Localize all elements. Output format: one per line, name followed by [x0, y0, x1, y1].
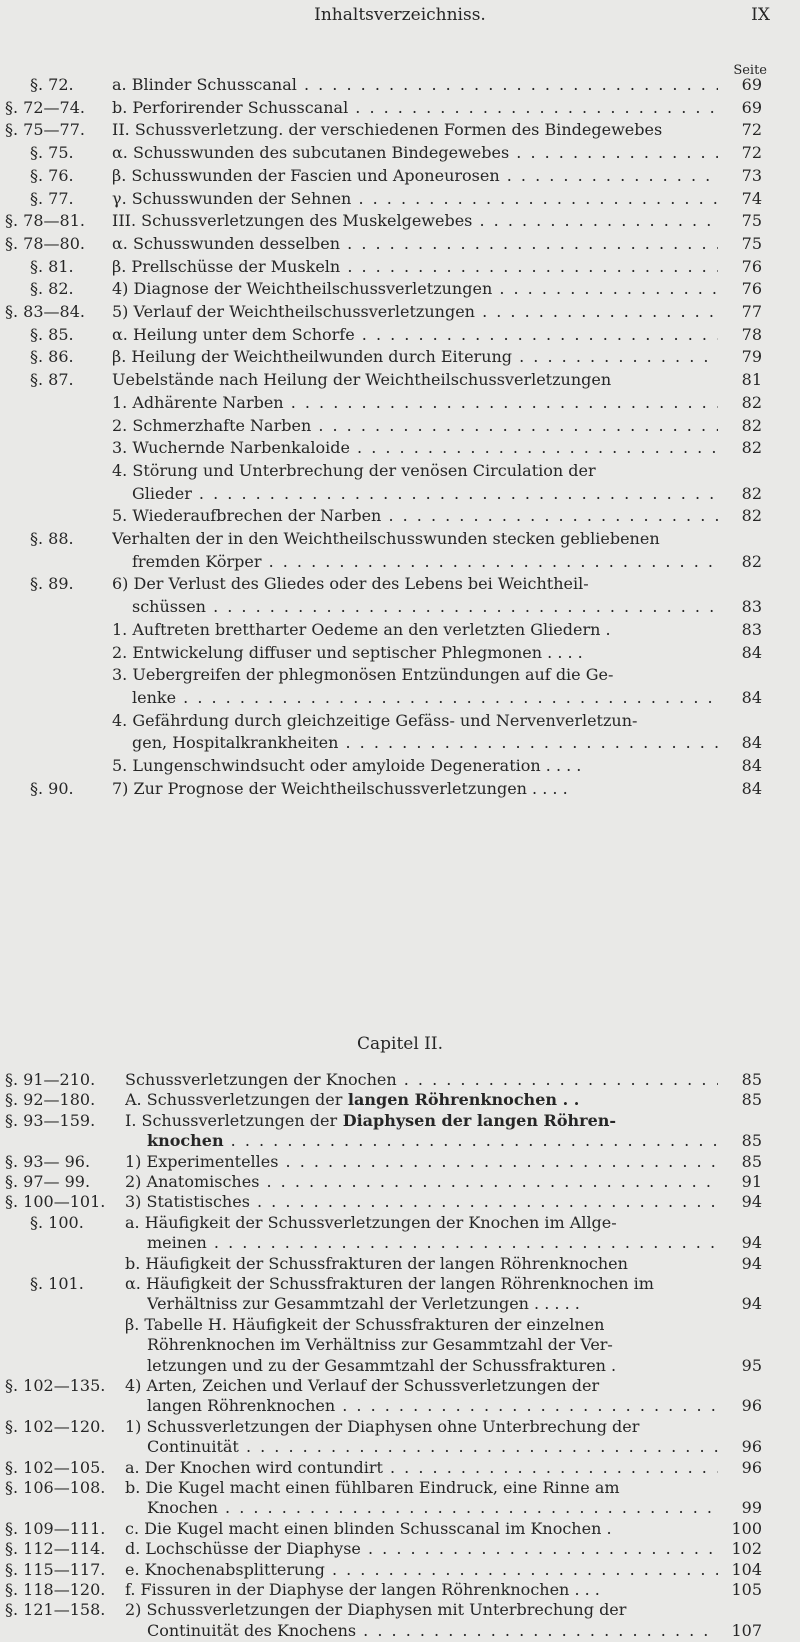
section-number: §. 78—81. — [5, 211, 85, 231]
entry-text: 5. Wiederaufbrechen der Narben — [112, 506, 382, 526]
toc-entry — [0, 1191, 800, 1213]
page-ref: 85 — [741, 1070, 762, 1089]
entry-text: III. Schussverletzungen des Muskelgewebes — [112, 211, 473, 231]
entry-text: 2) Anatomisches — [125, 1172, 260, 1191]
entry-title — [125, 1477, 718, 1499]
entry-title — [112, 619, 718, 641]
section-number: §. 88. — [30, 529, 74, 548]
section-number: §. 106—108. — [5, 1478, 106, 1497]
entry-text: Glieder — [132, 483, 192, 503]
entry-title — [125, 1457, 718, 1479]
entry-text: b. Perforirender Schusscanal — [112, 97, 349, 117]
page-ref: 73 — [741, 165, 762, 185]
section-number: §. 77. — [30, 188, 74, 208]
chapter-heading: Capitel II. — [356, 1034, 444, 1054]
section-number: §. 97— 99. — [5, 1172, 91, 1191]
page-ref: 96 — [741, 1457, 762, 1477]
toc-entry — [0, 301, 800, 323]
entry-text: Verhältniss zur Gesammtzahl der Verletzungen . . . . . — [147, 1294, 580, 1314]
page-ref: 82 — [741, 438, 762, 458]
toc-entry — [0, 256, 800, 278]
toc-entry — [0, 165, 800, 187]
page-ref: 105 — [731, 1580, 762, 1599]
toc-entry — [0, 1273, 800, 1295]
toc-entry — [0, 278, 800, 300]
page-ref: 94 — [741, 1192, 762, 1212]
page-ref: 95 — [741, 1355, 762, 1375]
toc-entry — [0, 437, 800, 459]
entry-title — [112, 142, 718, 164]
toc-entry — [0, 460, 800, 482]
entry-title — [147, 1436, 718, 1458]
section-number: §. 87. — [30, 370, 74, 390]
toc-entry — [0, 1089, 800, 1111]
entry-title — [112, 278, 718, 300]
page-ref: 107 — [731, 1620, 762, 1640]
entry-title — [125, 1538, 718, 1560]
toc-entry — [0, 1457, 800, 1479]
toc-entry — [0, 778, 800, 800]
entry-text: β. Heilung der Weichtheilwunden durch Eiterung — [112, 347, 513, 367]
entry-title — [112, 755, 718, 777]
section-number: §. 82. — [30, 279, 74, 299]
toc-entry — [0, 1130, 800, 1152]
entry-text: Continuität — [147, 1437, 239, 1457]
section-number: §. 102—135. — [5, 1376, 106, 1395]
entry-text: Röhrenknochen im Verhältniss zur Gesammtzahl der Ver- — [147, 1335, 613, 1355]
page-ref: 102 — [731, 1539, 762, 1559]
entry-text: langen Röhrenknochen — [147, 1396, 336, 1416]
section-number: §. 112—114. — [5, 1539, 106, 1559]
section-number: §. 89. — [30, 574, 74, 594]
entry-text: 6) Der Verlust des Gliedes oder des Lebens bei Weichtheil- — [112, 574, 589, 594]
section-number: §. 109—111. — [5, 1518, 106, 1538]
entry-title — [147, 1232, 718, 1254]
entry-text: Continuität des Knochens — [147, 1620, 357, 1640]
section-number: §. 85. — [30, 324, 74, 344]
page-ref: 76 — [741, 279, 762, 299]
entry-title — [112, 369, 718, 391]
entry-title — [125, 1151, 718, 1173]
toc-entry — [0, 1375, 800, 1397]
entry-text: a. Häufigkeit der Schussverletzungen der Knochen im Allge- — [125, 1212, 617, 1232]
entry-title — [112, 74, 718, 96]
entry-text: Verhalten der in den Weichtheilschusswunden stecken gebliebenen — [112, 529, 660, 548]
entry-text: β. Tabelle H. Häufigkeit der Schussfrakturen der einzelnen — [125, 1314, 605, 1334]
entry-title — [112, 437, 718, 459]
page-ref: 100 — [731, 1518, 762, 1538]
toc-entry — [0, 755, 800, 777]
entry-text: 3. Uebergreifen der phlegmonösen Entzündungen auf die Ge- — [112, 665, 614, 685]
entry-text: schüssen — [132, 597, 206, 617]
section-number: §. 100. — [30, 1212, 84, 1232]
entry-title — [125, 1559, 718, 1581]
entry-title — [125, 1599, 718, 1621]
page-ref: 79 — [741, 347, 762, 367]
section-number: §. 93— 96. — [5, 1151, 91, 1171]
toc-entry — [0, 1416, 800, 1438]
toc-entry — [0, 664, 800, 686]
entry-text: 7) Zur Prognose der Weichtheilschussverletzungen . . . . — [112, 778, 568, 798]
page-ref: 82 — [741, 551, 762, 571]
entry-title — [125, 1314, 718, 1336]
entry-text: e. Knochenabsplitterung — [125, 1559, 325, 1579]
entry-title — [125, 1171, 718, 1193]
page-ref: 96 — [741, 1396, 762, 1416]
toc-entry — [0, 1579, 800, 1601]
toc-entry — [0, 573, 800, 595]
page-ref: 72 — [741, 143, 762, 163]
entry-title — [125, 1191, 718, 1213]
toc-entry — [0, 1599, 800, 1621]
page-ref: 96 — [741, 1437, 762, 1457]
toc-entry — [0, 1620, 800, 1642]
toc-entry — [0, 392, 800, 414]
toc-entry — [0, 596, 800, 618]
page-ref: 84 — [741, 778, 762, 798]
entry-text: 1. Auftreten brettharter Oedeme an den verletzten Gliedern . — [112, 619, 611, 639]
toc-entry — [0, 1538, 800, 1560]
toc-entry — [0, 1355, 800, 1377]
toc-entry — [0, 142, 800, 164]
entry-title — [112, 573, 718, 595]
section-number: §. 93—159. — [5, 1110, 96, 1130]
toc-entry — [0, 1151, 800, 1173]
entry-title — [112, 528, 718, 550]
entry-text: lenke — [132, 687, 177, 707]
page-ref: 83 — [741, 597, 762, 617]
entry-title — [112, 460, 718, 482]
toc-entry — [0, 1253, 800, 1275]
section-number: §. 115—117. — [5, 1559, 106, 1579]
page-ref: 81 — [741, 370, 762, 390]
toc-entry — [0, 1497, 800, 1519]
entry-title — [125, 1579, 718, 1601]
entry-text-bold: langen Röhrenknochen . . — [342, 1090, 580, 1110]
section-number: §. 72—74. — [5, 97, 85, 117]
entry-text: A. Schussverletzungen der — [125, 1090, 343, 1110]
entry-text: 5. Lungenschwindsucht oder amyloide Degeneration . . . . — [112, 756, 582, 775]
page-ref: 99 — [741, 1498, 762, 1518]
section-number: §. 101. — [30, 1274, 84, 1293]
section-number: §. 76. — [30, 165, 74, 185]
toc-entry — [0, 346, 800, 368]
entry-title — [125, 1253, 718, 1275]
page-ref: 85 — [741, 1090, 762, 1110]
entry-text: d. Lochschüsse der Diaphyse — [125, 1539, 361, 1559]
toc-entry — [0, 732, 800, 754]
page-ref: 85 — [741, 1131, 762, 1151]
entry-text: 2. Schmerzhafte Narben — [112, 415, 312, 435]
entry-title — [112, 233, 718, 255]
entry-title — [147, 1293, 718, 1315]
running-title: Inhaltsverzeichniss. — [314, 5, 486, 25]
page-ref: 77 — [741, 302, 762, 321]
page-number: IX — [751, 5, 770, 25]
entry-text: 4. Gefährdung durch gleichzeitige Gefäss- und Nervenverletzun- — [112, 710, 638, 730]
entry-title — [112, 210, 718, 232]
page-ref: 75 — [741, 211, 762, 231]
page-header — [0, 5, 800, 29]
section-number: §. 100—101. — [5, 1192, 106, 1212]
toc-entry — [0, 1436, 800, 1458]
entry-title — [125, 1518, 718, 1540]
toc-entry — [0, 210, 800, 232]
section-number: §. 72. — [30, 75, 74, 94]
entry-text: 2. Entwickelung diffuser und septischer Phlegmonen . . . . — [112, 642, 583, 662]
entry-text: α. Schusswunden des subcutanen Bindegewebes — [112, 143, 510, 163]
entry-text: c. Die Kugel macht einen blinden Schusscanal im Knochen . — [125, 1518, 612, 1538]
toc-entry — [0, 1559, 800, 1581]
entry-text: 1) Schussverletzungen der Diaphysen ohne Unterbrechung der — [125, 1416, 640, 1436]
entry-title — [112, 301, 718, 323]
entry-title — [112, 415, 718, 437]
page-ref: 94 — [741, 1294, 762, 1314]
entry-title — [147, 1355, 718, 1377]
page-ref: 104 — [731, 1559, 762, 1579]
toc-entry — [0, 188, 800, 210]
entry-title — [112, 664, 718, 686]
section-number: §. 75. — [30, 143, 74, 163]
page-ref: 84 — [741, 642, 762, 662]
entry-title — [132, 551, 718, 573]
page-ref: 76 — [741, 256, 762, 276]
entry-title — [125, 1089, 718, 1111]
entry-title — [132, 687, 718, 709]
section-number: §. 102—105. — [5, 1457, 106, 1477]
entry-title — [125, 1069, 718, 1091]
toc-entry — [0, 97, 800, 119]
entry-text: α. Heilung unter dem Schorfe — [112, 324, 355, 344]
page-ref: 82 — [741, 392, 762, 412]
entry-title — [112, 188, 718, 210]
toc-entry — [0, 324, 800, 346]
entry-text: fremden Körper — [132, 551, 262, 571]
page-ref: 82 — [741, 506, 762, 526]
entry-text: a. Der Knochen wird contundirt — [125, 1457, 383, 1477]
page-ref: 85 — [741, 1151, 762, 1171]
toc-entry — [0, 1518, 800, 1540]
entry-text: b. Die Kugel macht einen fühlbaren Eindruck, eine Rinne am — [125, 1478, 620, 1497]
toc-entry — [0, 1395, 800, 1417]
entry-title — [125, 1212, 718, 1234]
entry-title — [125, 1375, 718, 1397]
page-ref: 83 — [741, 619, 762, 639]
page-ref: 94 — [741, 1253, 762, 1273]
entry-text: b. Häufigkeit der Schussfrakturen der langen Röhrenknochen — [125, 1253, 628, 1273]
entry-title — [112, 97, 718, 119]
toc-entry — [0, 369, 800, 391]
toc-entry — [0, 528, 800, 550]
toc-entry — [0, 1171, 800, 1193]
entry-title — [112, 346, 718, 368]
toc-entry — [0, 483, 800, 505]
entry-text: II. Schussverletzung. der verschiedenen Formen des Bindegewebes — [112, 120, 663, 140]
toc-entry — [0, 74, 800, 96]
page-ref: 72 — [741, 120, 762, 140]
page-ref: 84 — [741, 756, 762, 775]
entry-text: letzungen und zu der Gesammtzahl der Schussfrakturen . — [147, 1355, 617, 1375]
entry-text: 2) Schussverletzungen der Diaphysen mit Unterbrechung der — [125, 1600, 627, 1620]
entry-text: β. Prellschüsse der Muskeln — [112, 256, 341, 276]
section-number: §. 102—120. — [5, 1416, 106, 1436]
entry-title — [147, 1497, 718, 1519]
page-ref: 75 — [741, 233, 762, 253]
entry-title — [112, 324, 718, 346]
entry-title — [147, 1395, 718, 1417]
toc-entry — [0, 1314, 800, 1336]
toc-entry — [0, 619, 800, 641]
entry-title — [112, 119, 718, 141]
toc-entry — [0, 1477, 800, 1499]
entry-title — [147, 1620, 718, 1642]
entry-text-bold: knochen — [147, 1131, 224, 1151]
page-ref: 84 — [741, 733, 762, 753]
entry-text: β. Schusswunden der Fascien und Aponeurosen — [112, 165, 500, 185]
entry-title — [147, 1334, 718, 1356]
toc-entry — [0, 551, 800, 573]
entry-text: Schussverletzungen der Knochen — [125, 1070, 397, 1089]
toc-entry — [0, 1232, 800, 1254]
section-number: §. 81. — [30, 256, 74, 276]
entry-title — [112, 256, 718, 278]
entry-text: 3) Statistisches — [125, 1192, 250, 1212]
section-number: §. 92—180. — [5, 1090, 96, 1110]
page-ref: 78 — [741, 324, 762, 344]
entry-title — [125, 1416, 718, 1438]
section-number: §. 118—120. — [5, 1580, 106, 1599]
entry-title — [112, 642, 718, 664]
toc-entry — [0, 687, 800, 709]
entry-title — [112, 505, 718, 527]
section-number: §. 78—80. — [5, 233, 85, 253]
entry-text: 4) Diagnose der Weichtheilschussverletzungen — [112, 279, 493, 299]
toc-entry — [0, 119, 800, 141]
entry-title — [132, 483, 718, 505]
toc-entry — [0, 1334, 800, 1356]
entry-text: meinen — [147, 1233, 207, 1253]
entry-text-bold: Diaphysen der langen Röhren- — [337, 1110, 617, 1130]
page-ref: 91 — [741, 1172, 762, 1191]
page-ref: 84 — [741, 687, 762, 707]
entry-text: I. Schussverletzungen der — [125, 1110, 338, 1130]
toc-entry — [0, 1069, 800, 1091]
entry-text: 4) Arten, Zeichen und Verlauf der Schussverletzungen der — [125, 1376, 600, 1395]
entry-text: 1. Adhärente Narben — [112, 392, 284, 412]
page-ref: 74 — [741, 188, 762, 208]
entry-text: 4. Störung und Unterbrechung der venösen Circulation der — [112, 460, 596, 480]
page-ref: 69 — [741, 97, 762, 117]
toc-entry — [0, 1212, 800, 1234]
entry-text: Knochen — [147, 1498, 218, 1518]
entry-title — [125, 1273, 718, 1295]
entry-text: a. Blinder Schusscanal — [112, 75, 297, 94]
toc-entry — [0, 1293, 800, 1315]
section-number: §. 75—77. — [5, 120, 85, 140]
entry-text: 3. Wuchernde Narbenkaloide — [112, 438, 350, 458]
entry-text: Uebelstände nach Heilung der Weichtheilschussverletzungen — [112, 370, 612, 390]
entry-title — [147, 1130, 718, 1152]
section-number: §. 91—210. — [5, 1070, 96, 1089]
entry-text: α. Schusswunden desselben — [112, 233, 341, 253]
page-ref: 82 — [741, 483, 762, 503]
entry-title — [125, 1110, 718, 1132]
toc-entry — [0, 1110, 800, 1132]
entry-title — [132, 732, 718, 754]
page-ref: 94 — [741, 1233, 762, 1253]
page-ref: 69 — [741, 75, 762, 94]
section-number: §. 86. — [30, 347, 74, 367]
toc-entry — [0, 642, 800, 664]
page-ref: 82 — [741, 415, 762, 435]
page-column-label: Seite — [733, 63, 767, 78]
toc-entry — [0, 233, 800, 255]
entry-title — [112, 392, 718, 414]
section-number: §. 90. — [30, 778, 74, 798]
entry-title — [112, 710, 718, 732]
entry-title — [132, 596, 718, 618]
entry-text: 5) Verlauf der Weichtheilschussverletzungen — [112, 302, 475, 321]
entry-text: 1) Experimentelles — [125, 1151, 279, 1171]
entry-text: f. Fissuren in der Diaphyse der langen Röhrenknochen . . . — [125, 1580, 600, 1599]
entry-text: gen, Hospitalkrankheiten — [132, 733, 339, 753]
section-number: §. 121—158. — [5, 1600, 106, 1620]
toc-entry — [0, 415, 800, 437]
section-number: §. 83—84. — [5, 302, 85, 321]
toc-entry — [0, 505, 800, 527]
entry-text: α. Häufigkeit der Schussfrakturen der langen Röhrenknochen im — [125, 1274, 654, 1293]
toc-entry — [0, 710, 800, 732]
entry-text: γ. Schusswunden der Sehnen — [112, 188, 352, 208]
entry-title — [112, 165, 718, 187]
entry-title — [112, 778, 718, 800]
